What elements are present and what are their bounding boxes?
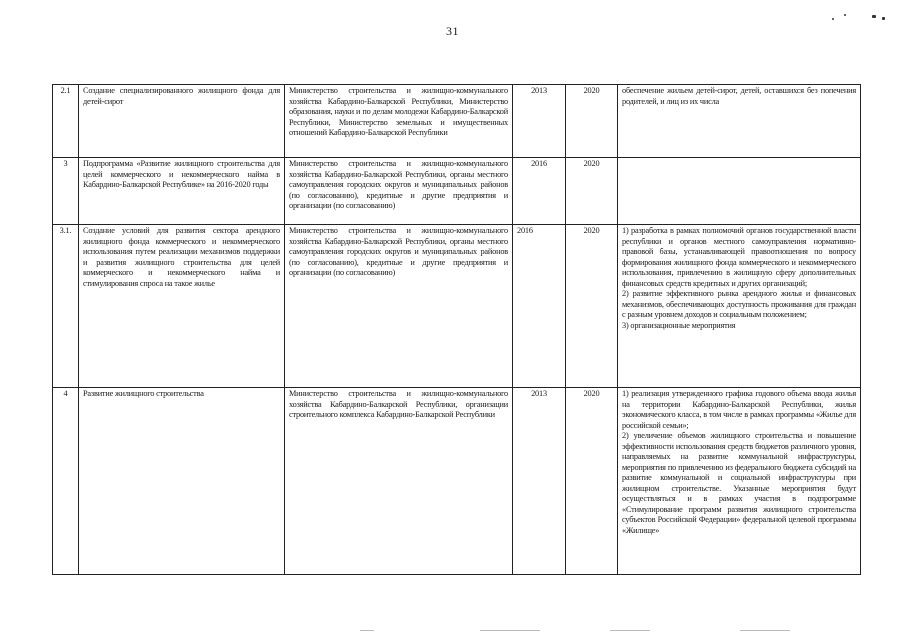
result-item: 2) развитие эффективного рынка арендного жилья и финансовых механизмов, обеспечивающих доступность проживания для граждан с разным уровнем доходов и социальным положением; bbox=[622, 289, 856, 319]
end-year: 2020 bbox=[566, 388, 618, 575]
table-row bbox=[53, 388, 861, 575]
executors: Министерство строительства и жилищно-коммунального хозяйства Кабардино-Балкарской Республики, органы местного самоуправления городских округов и муниципальных районов (по согласованию), кредитные и другие предприятия и организации (по согласованию) bbox=[285, 225, 513, 388]
expected-result bbox=[618, 158, 861, 225]
result-item: 1) реализация утвержденного графика годового объема ввода жилья на территории Кабардино-Балкарской Республики, жилья экономического класса, в том числе в рамках программы «Жилье для российской семьи»; bbox=[622, 389, 856, 430]
end-year: 2020 bbox=[566, 158, 618, 225]
measure-name: Создание специализированного жилищного фонда для детей-сирот bbox=[79, 85, 285, 158]
start-year: 2013 bbox=[513, 85, 566, 158]
end-year: 2020 bbox=[566, 85, 618, 158]
result-item: 1) разработка в рамках полномочий органов государственной власти республики и органов местного самоуправления нормативно-правовой базы, устанавливающей правоотношения по вопросу формирования жилищного фонда коммерческого и некоммерческого использования, привлечению в жилищную сферу дополнительных финансовых средств кредитных и других организаций; bbox=[622, 226, 856, 288]
expected-result bbox=[618, 388, 861, 575]
measure-name: Создание условий для развития сектора арендного жилищного фонда коммерческого и некоммерческого использования путем реализации механизмов поддержки и развития жилищного строительства для целей коммерческого и некоммерческого найма и стимулирования спроса на такое жилье bbox=[79, 225, 285, 388]
table-row bbox=[53, 85, 861, 158]
result-item: 3) организационные мероприятия bbox=[622, 320, 736, 330]
executors: Министерство строительства и жилищно-коммунального хозяйства Кабардино-Балкарской Республики, организации строительного комплекса Кабардино-Балкарской Республики bbox=[285, 388, 513, 575]
row-number: 4 bbox=[53, 388, 79, 575]
table-row bbox=[53, 225, 861, 388]
result-item: обеспечение жильем детей-сирот, детей, оставшихся без попечения родителей, и лиц из их числа bbox=[622, 86, 856, 106]
start-year: 2016 bbox=[513, 225, 566, 388]
start-year: 2016 bbox=[513, 158, 566, 225]
measure-name: Подпрограмма «Развитие жилищного строительства для целей коммерческого и некоммерческого найма в Кабардино-Балкарской Республике» на 2016-2020 годы bbox=[79, 158, 285, 225]
executors: Министерство строительства и жилищно-коммунального хозяйства Кабардино-Балкарской Республики, органы местного самоуправления городских округов и муниципальных районов (по согласованию), кредитные и другие предприятия и организации (по согласованию) bbox=[285, 158, 513, 225]
scan-bleed-through bbox=[360, 628, 800, 634]
result-item: 2) увеличение объемов жилищного строительства и повышение эффективности использования средств бюджетов различного уровня, направляемых на развитие коммунальной инфраструктуры, мероприятия по привлечению из федерального бюджета субсидий на развитие коммунальной и социальной инфраструктуры при жилищном строительстве. Указанные мероприятия будут осуществляться и в рамках участия в подпрограмме «Стимулирование программ развития жилищного строительства субъектов Российской Федерации» федеральной целевой программы «Жилище» bbox=[622, 431, 856, 535]
start-year: 2013 bbox=[513, 388, 566, 575]
measure-name: Развитие жилищного строительства bbox=[79, 388, 285, 575]
measures-table bbox=[52, 84, 861, 575]
expected-result bbox=[618, 225, 861, 388]
executors: Министерство строительства и жилищно-коммунального хозяйства Кабардино-Балкарской Республики, Министерство образования, науки и по делам молодежи Кабардино-Балкарской Республики, Министерство земельных и имущественных отношений Кабардино-Балкарской Республики bbox=[285, 85, 513, 158]
end-year: 2020 bbox=[566, 225, 618, 388]
expected-result bbox=[618, 85, 861, 158]
row-number: 2.1 bbox=[53, 85, 79, 158]
page-number: 31 bbox=[446, 24, 459, 38]
table-row bbox=[53, 158, 861, 225]
row-number: 3.1. bbox=[53, 225, 79, 388]
scan-specks bbox=[830, 12, 890, 24]
row-number: 3 bbox=[53, 158, 79, 225]
